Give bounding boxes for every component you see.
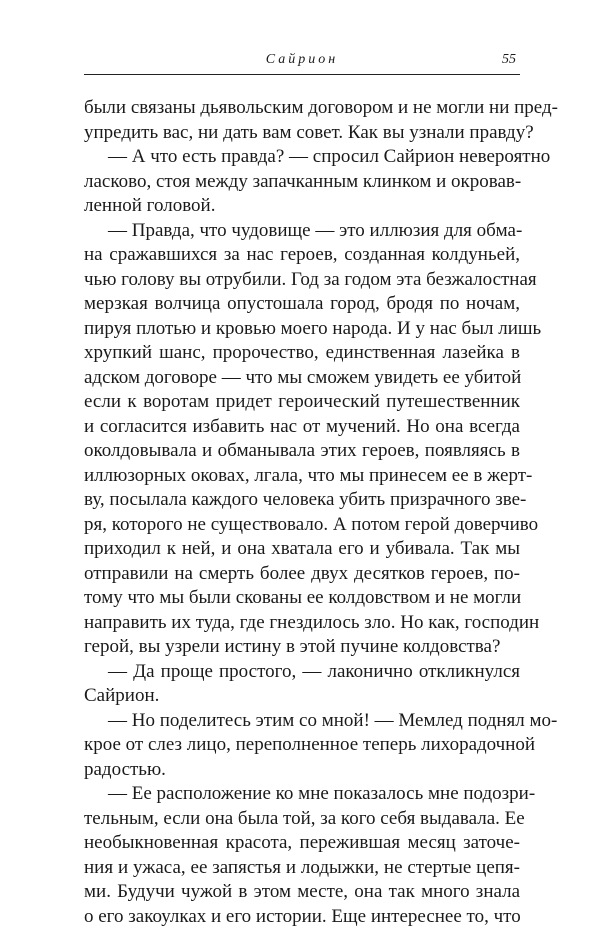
text-line: иллюзорных оковах, лгала, что мы принесем ее в жерт- (84, 464, 520, 489)
text-line: приходил к ней, и она хватала его и убивала. Так мы (84, 537, 520, 562)
body-text (84, 96, 520, 929)
text-line: необыкновенная красота, пережившая месяц заточе- (84, 831, 520, 856)
text-line: хрупкий шанс, пророчество, единственная лазейка в (84, 341, 520, 366)
text-line: ленной головой. (84, 194, 520, 219)
text-line: ми. Будучи чужой в этом месте, она так много знала (84, 880, 520, 905)
running-title: Сайрион (84, 52, 520, 68)
text-line: чью голову вы отрубили. Год за годом эта безжалостная (84, 268, 520, 293)
text-line: радостью. (84, 758, 520, 783)
text-line: — Правда, что чудовище — это иллюзия для обма- (84, 219, 520, 244)
running-head (84, 52, 520, 74)
text-line: о его закоулках и его истории. Еще интереснее то, что (84, 905, 520, 929)
text-line: тому что мы были скованы ее колдовством и не могли (84, 586, 520, 611)
text-line: упредить вас, ни дать вам совет. Как вы узнали правду? (84, 121, 520, 146)
text-line: направить их туда, где гнездилось зло. Но как, господин (84, 611, 520, 636)
text-line: отправили на смерть более двух десятков героев, по- (84, 562, 520, 587)
text-line: на сражавшихся за нас героев, созданная колдуньей, (84, 243, 520, 268)
text-line: тельным, если она была той, за кого себя выдавала. Ее (84, 807, 520, 832)
text-line: ласково, стоя между запачканным клинком и окровав- (84, 170, 520, 195)
text-line: — Ее расположение ко мне показалось мне подозри- (84, 782, 520, 807)
text-line: — Да проще простого, — лаконично откликнулся (84, 660, 520, 685)
text-line: Сайрион. (84, 684, 520, 709)
text-line: ния и ужаса, ее запястья и лодыжки, не стертые цепя- (84, 856, 520, 881)
text-line: если к воротам придет героический путешественник (84, 390, 520, 415)
text-line: ря, которого не существовало. А потом герой доверчиво (84, 513, 520, 538)
text-line: околдовывала и обманывала этих героев, появляясь в (84, 439, 520, 464)
text-line: ву, посылала каждого человека убить призрачного зве- (84, 488, 520, 513)
text-line: мерзкая волчица опустошала город, бродя по ночам, (84, 292, 520, 317)
text-line: — А что есть правда? — спросил Сайрион невероятно (84, 145, 520, 170)
text-line: пируя плотью и кровью моего народа. И у нас был лишь (84, 317, 520, 342)
text-line: и согласится избавить нас от мучений. Но она всегда (84, 415, 520, 440)
page-number: 55 (502, 52, 516, 68)
text-line: герой, вы узрели истину в этой пучине колдовства? (84, 635, 520, 660)
text-line: — Но поделитесь этим со мной! — Мемлед поднял мо- (84, 709, 520, 734)
text-line: были связаны дьявольским договором и не могли ни пред- (84, 96, 520, 121)
text-line: адском договоре — что мы сможем увидеть ее убитой (84, 366, 520, 391)
header-rule (84, 74, 520, 75)
text-line: крое от слез лицо, переполненное теперь лихорадочной (84, 733, 520, 758)
